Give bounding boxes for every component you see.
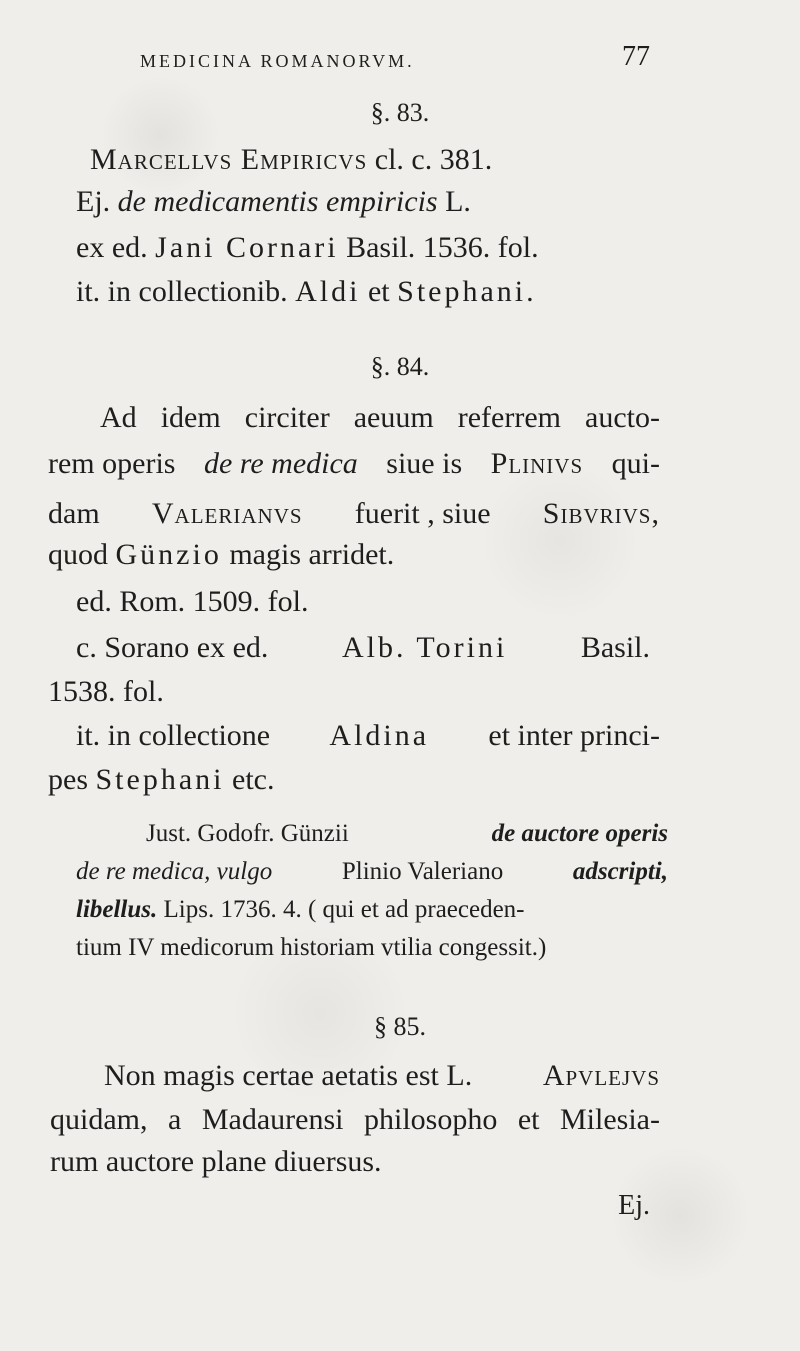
text-span: rem operis (48, 447, 176, 480)
text-line (48, 535, 394, 575)
text-span: dam (48, 497, 100, 530)
running-title: MEDICINA ROMANORVM. (140, 51, 415, 71)
catchword: Ej. (618, 1190, 650, 1221)
printer-name: Stephani. (397, 275, 537, 308)
section-heading-85: § 85. (374, 1012, 426, 1041)
page-number: 77 (622, 41, 650, 72)
text-line (76, 272, 537, 312)
text-span: et inter princi- (488, 719, 660, 752)
book-title: de auctore operis (491, 820, 668, 847)
book-title: adscripti, (572, 858, 668, 885)
book-title: libellus. (76, 896, 158, 923)
text-span: Basil. (580, 631, 650, 664)
page-header (140, 41, 650, 85)
text-span: ex ed. (76, 231, 148, 264)
printer-name: Stephani (95, 763, 225, 796)
text-line: ed. Rom. 1509. fol. (76, 585, 309, 618)
book-title: de medicamentis empiricis (117, 185, 438, 218)
text-line (48, 444, 660, 484)
text-line (76, 716, 660, 756)
author-name: Plinivs (490, 447, 584, 480)
text-span: etc. (232, 763, 275, 796)
text-line (76, 182, 471, 222)
text-line (48, 494, 660, 534)
note-line (76, 854, 668, 890)
author-name: Apvlejvs (542, 1059, 660, 1092)
text-span: Just. Godofr. Günzii (146, 820, 349, 847)
text-span: it. in collectione (76, 719, 271, 752)
text-span: magis arridet. (229, 538, 395, 571)
text-line (104, 1056, 660, 1096)
text-span: fuerit , siue (354, 497, 491, 530)
text-line: Ad idem circiter aeuum referrem aucto- (100, 401, 660, 434)
text-span: it. in collectionib. (76, 275, 288, 308)
text-line (76, 628, 650, 668)
section-heading-84: §. 84. (370, 352, 430, 381)
note-line (76, 892, 668, 928)
text-line: 1538. fol. (48, 675, 164, 708)
book-title: de re medica (203, 447, 358, 480)
scholar-name: Günzio (115, 538, 222, 571)
text-span: qui- (611, 447, 660, 480)
text-span: Ej. (76, 185, 111, 218)
text-span: et (367, 275, 390, 308)
text-span: Lips. 1736. 4. ( qui et ad praeceden- (163, 896, 525, 923)
printer-name: Aldina (329, 719, 430, 752)
note-line (146, 816, 668, 852)
text-line (48, 760, 274, 800)
author-name: Sibvrivs, (542, 497, 660, 530)
note-line: tium IV medicorum historiam vtilia congessit.) (76, 934, 547, 961)
text-span: c. Sorano ex ed. (76, 631, 269, 664)
text-span: Basil. 1536. fol. (346, 231, 539, 264)
printer-name: Aldi (295, 275, 361, 308)
text-span: pes (48, 763, 88, 796)
author-name: Marcellvs Empiricvs (90, 143, 368, 176)
text-line: quidam, a Madaurensi philosopho et Milesia- (50, 1103, 660, 1136)
editor-name: Alb. Torini (341, 631, 508, 664)
text-line (90, 140, 492, 180)
author-name: Valerianvs (151, 497, 303, 530)
text-span: Non magis certae aetatis est L. (104, 1059, 473, 1092)
book-title: de re medica, vulgo (76, 858, 273, 885)
text-line (76, 228, 539, 268)
text-span: quod (48, 538, 108, 571)
text-line: rum auctore plane diuersus. (50, 1145, 382, 1178)
text-span: Plinio Valeriano (341, 858, 504, 885)
text-span: L. (445, 185, 471, 218)
section-heading-83: §. 83. (370, 98, 430, 127)
editor-name: Jani Cornari (155, 231, 339, 264)
text-span: siue is (386, 447, 463, 480)
text-span: cl. c. 381. (374, 143, 493, 176)
